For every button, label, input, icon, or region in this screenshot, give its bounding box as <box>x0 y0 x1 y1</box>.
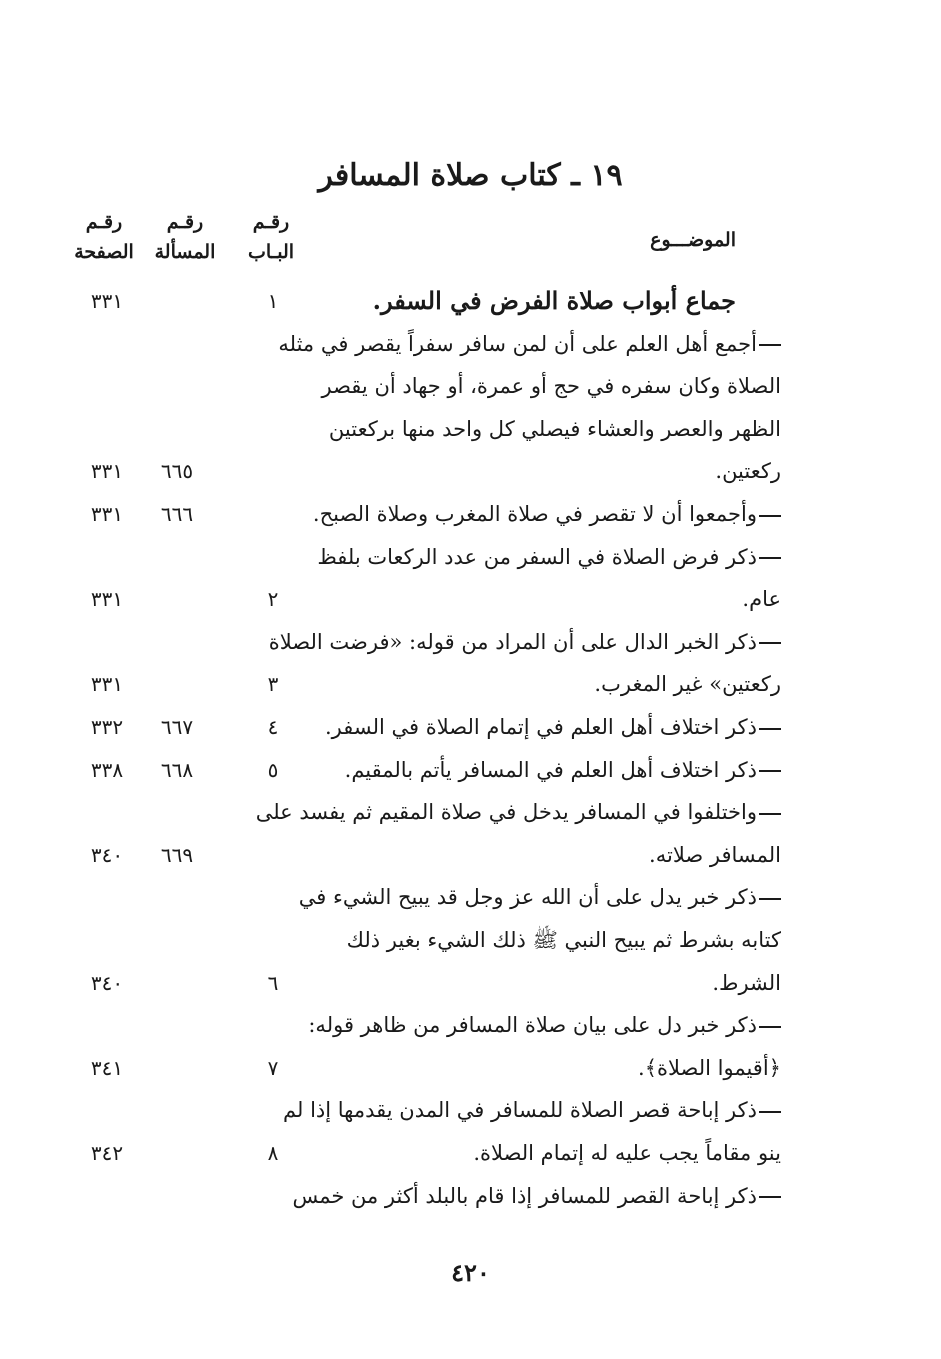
topic-label: ذكر فرض الصلاة في السفر من عدد الركعات بلفظ <box>317 544 757 569</box>
topic-text <box>281 536 781 578</box>
page-ref-number: ٣٣١ <box>90 459 124 484</box>
topic-label: عام. <box>742 587 781 612</box>
topic-text <box>281 749 781 791</box>
topic-label: ذكر الخبر الدال على أن المراد من قوله: «فرضت الصلاة <box>268 629 757 654</box>
dash-marker <box>759 557 781 559</box>
topic-text <box>281 919 781 961</box>
bab-number: ٢ <box>267 587 279 612</box>
topic-text <box>281 493 781 535</box>
topic-text <box>281 450 781 492</box>
page-ref-number: ٣٤٠ <box>90 842 124 867</box>
masala-number: ٦٦٦ <box>160 502 194 526</box>
table-row <box>0 365 941 407</box>
table-row <box>0 450 941 492</box>
topic-text <box>281 706 781 748</box>
table-row <box>0 578 941 620</box>
table-row <box>0 323 941 365</box>
topic-text <box>281 1047 781 1089</box>
topic-label: الظهر والعصر والعشاء فيصلي كل واحد منها بركعتين <box>328 416 781 441</box>
header-bab: رقـم البـاب <box>247 211 295 263</box>
table-row <box>0 621 941 663</box>
page-ref-number: ٣٣٨ <box>90 757 124 782</box>
topic-label: ركعتين» غير المغرب. <box>594 672 781 697</box>
topic-label: وأجمعوا أن لا تقصر في صلاة المغرب وصلاة الصبح. <box>312 502 757 526</box>
topic-label: ينو مقاماً يجب عليه له إتمام الصلاة. <box>473 1141 781 1165</box>
masala-number: ٦٦٧ <box>160 715 194 739</box>
masala-number: ٦٦٩ <box>160 842 194 867</box>
dash-marker <box>759 1196 781 1198</box>
dash-marker <box>759 898 781 900</box>
topic-text <box>255 791 781 833</box>
topic-label: كتابه بشرط ثم يبيح النبي ﷺ ذلك الشيء بغير ذلك <box>346 928 781 952</box>
dash-marker <box>759 1111 781 1113</box>
dash-marker <box>759 344 781 346</box>
topic-label: ﴿أقيموا الصلاة﴾. <box>638 1055 781 1080</box>
topic-text <box>278 323 781 365</box>
topic-text <box>281 1004 781 1046</box>
header-safha: رقـم الصفحة <box>74 211 134 263</box>
bab-number: ٦ <box>267 970 279 995</box>
topic-text <box>281 834 781 876</box>
table-row <box>0 706 941 748</box>
table-row <box>0 1089 941 1131</box>
topic-label: أجمع أهل العلم على أن لمن سافر سفراً يقصر في مثله <box>278 331 757 356</box>
bab-number: ٤ <box>267 715 279 739</box>
topic-text <box>268 621 781 663</box>
topic-label: الشرط. <box>712 970 781 995</box>
masala-number: ٦٦٨ <box>160 757 194 782</box>
page-ref-number: ٣٤٠ <box>90 970 124 995</box>
dash-marker <box>759 728 781 730</box>
table-row <box>0 280 941 322</box>
topic-label: الصلاة وكان سفره في حج أو عمرة، أو جهاد أن يقصر <box>321 374 781 399</box>
table-header <box>0 205 941 275</box>
table-row <box>0 1004 941 1046</box>
topic-label: ذكر خبر دل على بيان صلاة المسافر من ظاهر قوله: <box>308 1013 757 1038</box>
topic-text <box>281 365 781 407</box>
table-row <box>0 919 941 961</box>
table-row <box>0 536 941 578</box>
bab-number: ٧ <box>267 1055 279 1080</box>
topic-label: جماع أبواب صلاة الفرض في السفر. <box>372 286 736 315</box>
chapter-title: ١٩ ـ كتاب صلاة المسافر <box>318 158 623 193</box>
topic-text <box>281 1132 781 1174</box>
table-row <box>0 749 941 791</box>
topic-text <box>281 663 781 705</box>
page-ref-number: ٣٣١ <box>90 502 124 526</box>
page-ref-number: ٣٤١ <box>90 1055 124 1080</box>
dash-marker <box>759 642 781 644</box>
bab-number: ٨ <box>267 1141 279 1165</box>
topic-label: ذكر اختلاف أهل العلم في المسافر يأتم بالمقيم. <box>344 757 757 782</box>
page-ref-number: ٣٣١ <box>90 587 124 612</box>
table-row <box>0 834 941 876</box>
dash-marker <box>759 1026 781 1028</box>
topic-label: واختلفوا في المسافر يدخل في صلاة المقيم ثم يفسد على <box>255 800 757 825</box>
topic-label: ذكر إباحة القصر للمسافر إذا قام بالبلد أكثر من خمس <box>292 1183 757 1208</box>
topic-text <box>281 578 781 620</box>
topic-text <box>281 876 781 918</box>
masala-number: ٦٦٥ <box>160 459 194 484</box>
topic-label: ذكر خبر يدل على أن الله عز وجل قد يبيح الشيء في <box>298 885 757 910</box>
header-topic: الموضـــوع <box>650 229 736 251</box>
page-number: ٤٢٠ <box>451 1258 490 1287</box>
table-row <box>0 408 941 450</box>
table-row <box>0 663 941 705</box>
topic-label: ركعتين. <box>715 459 781 484</box>
topic-label: المسافر صلاته. <box>649 842 781 867</box>
table-row <box>0 1175 941 1217</box>
dash-marker <box>759 515 781 517</box>
page-ref-number: ٣٣١ <box>90 289 124 313</box>
section-heading <box>236 280 736 322</box>
dash-marker <box>759 813 781 815</box>
topic-text <box>281 1175 781 1217</box>
table-row <box>0 1047 941 1089</box>
topic-text <box>281 408 781 450</box>
bab-number: ٥ <box>267 757 279 782</box>
page-ref-number: ٣٣٢ <box>90 715 124 739</box>
topic-label: ذكر اختلاف أهل العلم في إتمام الصلاة في السفر. <box>324 715 757 739</box>
topic-text <box>281 1089 781 1131</box>
topic-label: ذكر إباحة قصر الصلاة للمسافر في المدن يقدمها إذا لم <box>283 1098 757 1123</box>
dash-marker <box>759 770 781 772</box>
topic-text <box>281 962 781 1004</box>
table-row <box>0 876 941 918</box>
table-row <box>0 791 941 833</box>
bab-number: ١ <box>267 289 279 313</box>
table-row <box>0 493 941 535</box>
table-row <box>0 1132 941 1174</box>
bab-number: ٣ <box>267 672 279 697</box>
page-ref-number: ٣٤٢ <box>90 1141 124 1165</box>
header-masala: رقـم المسألة <box>154 211 216 263</box>
page-ref-number: ٣٣١ <box>90 672 124 697</box>
table-row <box>0 962 941 1004</box>
